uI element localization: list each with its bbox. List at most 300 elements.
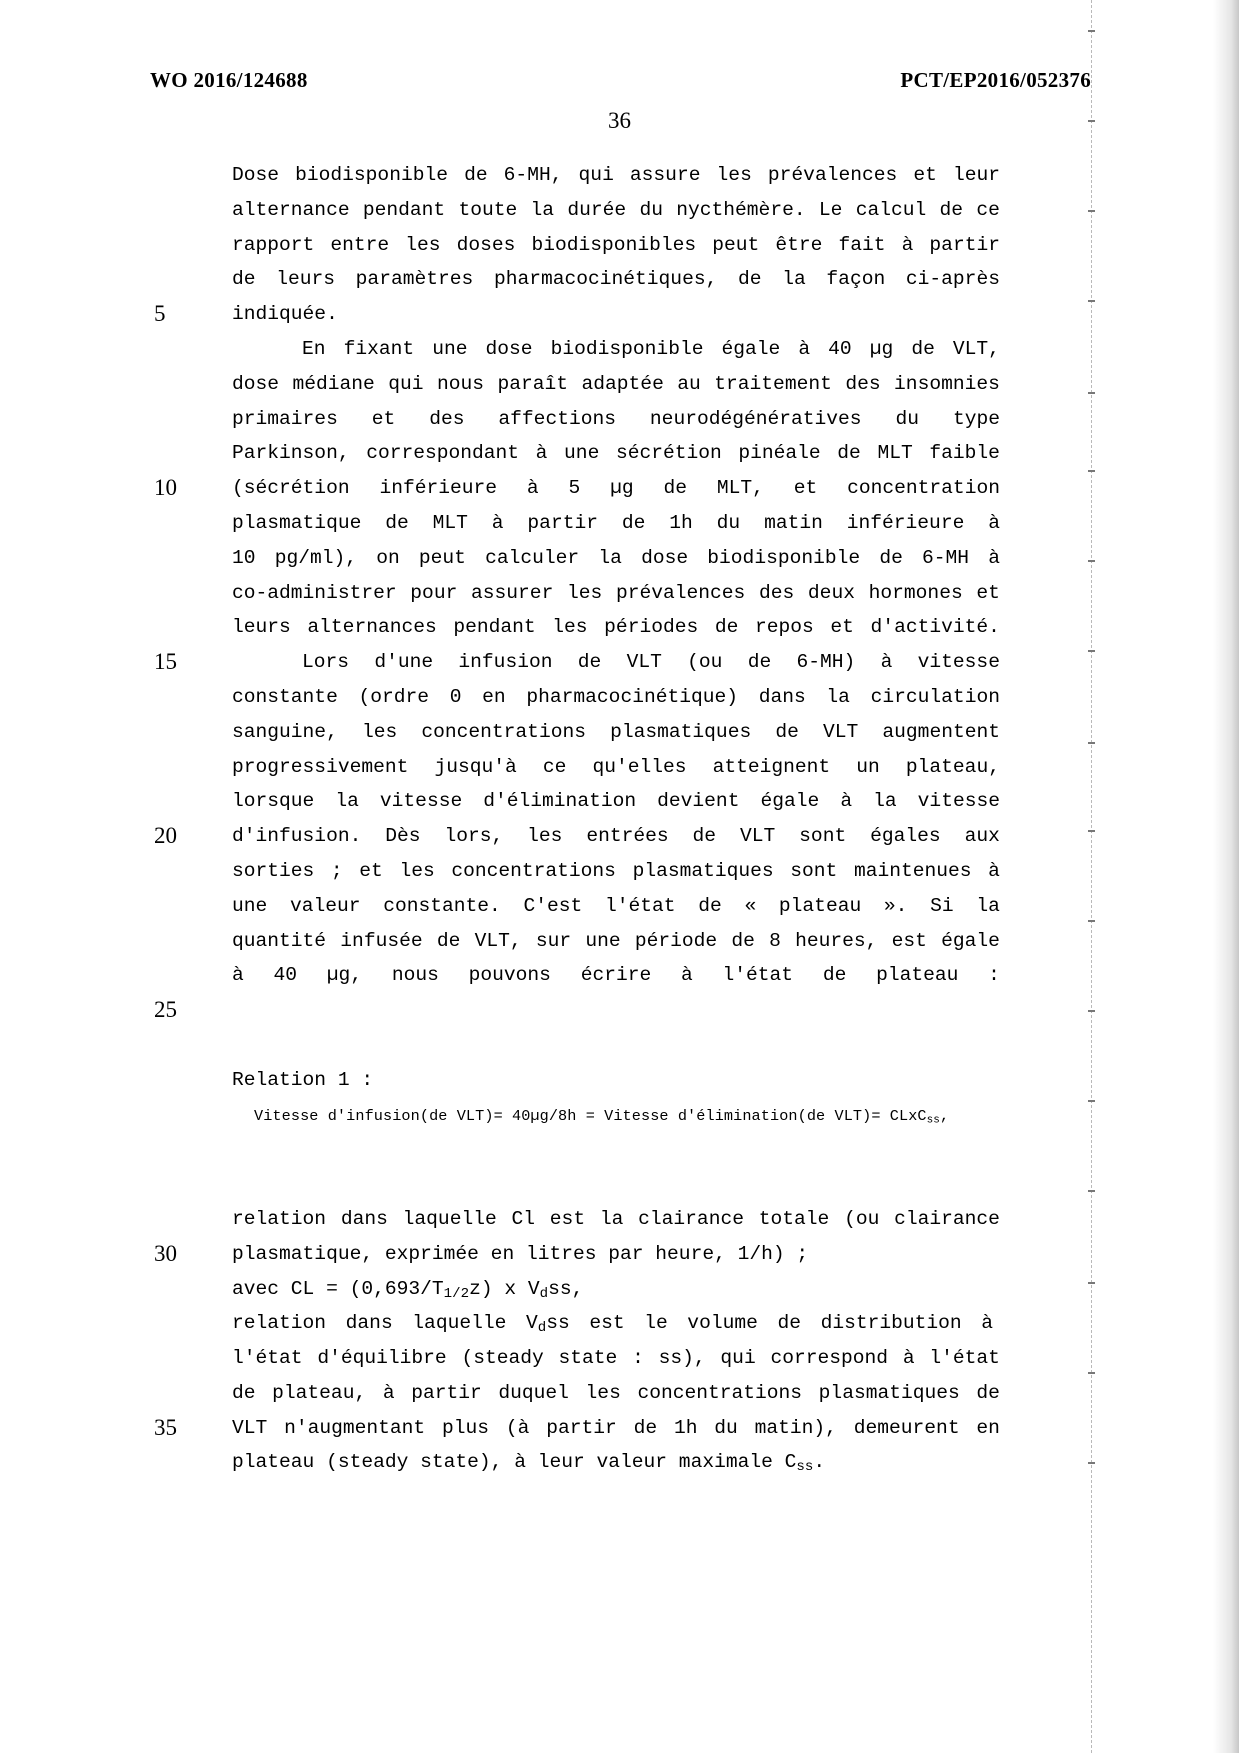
justified-line <box>232 228 1000 263</box>
word: pharmacocinétique) <box>526 685 739 708</box>
word: de <box>911 337 935 360</box>
line-number: 10 <box>154 475 177 501</box>
word: du <box>716 511 741 534</box>
word: la <box>826 685 850 708</box>
word: primaires <box>232 407 338 430</box>
word: laquelle <box>402 1207 497 1230</box>
word: matin <box>764 511 823 534</box>
word: assure <box>629 164 701 186</box>
margin-tick <box>1088 210 1095 212</box>
word: lors, <box>444 825 504 848</box>
word: 1h <box>669 511 693 534</box>
justified-line <box>232 262 1000 297</box>
word: écrire <box>580 964 652 987</box>
word: pour <box>410 581 458 604</box>
word: au <box>677 372 701 395</box>
word: ss), <box>658 1347 706 1370</box>
word: un <box>856 755 880 778</box>
word: partir <box>411 1381 482 1404</box>
word: (ou <box>687 651 723 674</box>
word: devient <box>657 790 740 813</box>
word: qui <box>578 164 614 186</box>
word: du <box>714 1416 738 1439</box>
word: repos <box>755 616 814 639</box>
word: les <box>405 233 441 256</box>
publication-number: WO 2016/124688 <box>150 68 308 92</box>
word: leurs <box>232 616 291 639</box>
word: une <box>432 337 468 360</box>
word: périodes <box>604 616 699 639</box>
word: plateau, <box>905 755 1000 778</box>
word: circulation <box>870 685 1000 708</box>
word: neurodégénératives <box>649 407 862 430</box>
word: dose <box>485 337 533 360</box>
text-line <box>232 436 1000 471</box>
word: concentration <box>847 477 1000 500</box>
word: infusée <box>340 929 423 952</box>
word: l'état <box>232 1347 303 1370</box>
justified-line <box>232 715 1000 750</box>
word: calcul <box>855 198 927 221</box>
word: entre <box>330 233 390 256</box>
word: rapport <box>232 233 315 256</box>
word: de <box>939 198 964 221</box>
word: de <box>464 164 488 186</box>
word: en <box>482 685 506 708</box>
word: : <box>988 964 1000 987</box>
word: et <box>359 859 383 882</box>
justified-line <box>232 645 1000 680</box>
justified-line <box>232 610 1000 645</box>
text-line <box>232 680 1000 715</box>
word: 40 <box>828 337 852 360</box>
margin-tick <box>1088 1282 1095 1284</box>
justified-line <box>232 889 1000 924</box>
justified-line <box>232 958 1000 993</box>
word: µg, <box>326 964 363 987</box>
word: concentrations <box>637 1381 803 1404</box>
word: state <box>558 1347 618 1370</box>
word: à <box>988 511 1000 534</box>
text-line <box>232 193 1000 228</box>
word: 8 <box>769 929 781 952</box>
word: de <box>714 616 739 639</box>
word: Parkinson, <box>232 442 350 465</box>
word: la <box>530 198 555 221</box>
margin-tick <box>1088 560 1095 562</box>
word: inférieure <box>379 477 498 500</box>
word: affections <box>498 407 616 430</box>
word: paramètres <box>355 268 474 291</box>
word: MLT <box>877 442 913 465</box>
word: heures, <box>795 929 878 952</box>
word: plateau, <box>272 1381 367 1404</box>
word: 0 <box>449 685 462 708</box>
text-line <box>232 958 1000 993</box>
page-number: 36 <box>608 108 631 133</box>
word: totale <box>758 1207 830 1230</box>
justified-line <box>232 158 1000 193</box>
word: leur <box>952 164 1000 186</box>
word: les <box>552 616 588 639</box>
text-run: Relation 1 : <box>232 1068 374 1091</box>
word: alternances <box>307 616 437 639</box>
text-line <box>232 576 1000 611</box>
word: la <box>599 1207 624 1230</box>
word: plus <box>442 1416 490 1439</box>
word: sanguine, <box>232 720 338 743</box>
margin-tick <box>1088 1190 1095 1192</box>
word: qu'elles <box>592 755 687 778</box>
text-line <box>232 158 1000 193</box>
word: et <box>793 477 818 500</box>
word: VLT <box>823 720 859 743</box>
word: insomnies <box>894 372 1000 395</box>
word: de <box>837 442 861 465</box>
text-line <box>232 1306 1000 1341</box>
word: traitement <box>714 372 832 395</box>
word: calculer <box>485 546 580 569</box>
word: prévalences <box>615 581 746 604</box>
justified-line <box>232 436 1000 471</box>
word: à <box>535 442 548 465</box>
word: période <box>634 929 718 952</box>
word: des <box>758 581 795 604</box>
word: et <box>976 581 1000 604</box>
word: inférieure <box>846 511 965 534</box>
word: entrées <box>586 825 669 848</box>
word: à <box>491 511 504 534</box>
justified-line <box>232 924 1000 959</box>
word: fait <box>838 233 886 256</box>
word: plateau <box>778 894 862 917</box>
word: toute <box>458 198 518 221</box>
word: plateau <box>876 964 959 987</box>
word: de <box>577 651 602 674</box>
text-line <box>232 541 1000 576</box>
word: à <box>798 337 811 360</box>
word: peut <box>418 546 466 569</box>
word: (à <box>505 1416 530 1439</box>
text-line <box>232 1028 1000 1063</box>
word: les <box>361 720 398 743</box>
word: progressivement <box>232 755 409 778</box>
word: les <box>567 581 603 604</box>
word: atteignent <box>712 755 831 778</box>
word: et <box>913 164 937 186</box>
margin-tick <box>1088 1100 1095 1102</box>
word: la <box>782 268 806 291</box>
margin-tick <box>1088 120 1095 122</box>
word: demeurent <box>853 1416 960 1439</box>
text-line <box>232 228 1000 263</box>
word: adaptée <box>581 372 664 395</box>
word: biodisponible <box>550 337 704 360</box>
word: MLT <box>432 511 468 534</box>
word: µg <box>610 477 634 500</box>
word: de <box>633 1416 658 1439</box>
justified-line <box>232 680 1000 715</box>
word: VLT <box>739 825 776 848</box>
word: médiane <box>292 372 375 395</box>
word: égale <box>721 337 781 360</box>
word: type <box>952 407 1000 430</box>
word: dans <box>758 685 806 708</box>
word: d'équilibre <box>317 1347 447 1370</box>
word: de <box>436 929 461 952</box>
justified-line <box>232 1341 1000 1376</box>
text-line <box>232 1167 1000 1202</box>
word: dose <box>641 546 689 569</box>
margin-tick <box>1088 300 1095 302</box>
word: sont <box>799 825 847 848</box>
word: plasmatiques <box>818 1381 960 1404</box>
word: partir <box>527 511 598 534</box>
word: dose <box>232 372 280 395</box>
word: partir <box>546 1416 617 1439</box>
word: peut <box>712 233 760 256</box>
word: à <box>988 859 1000 882</box>
line-number: 35 <box>154 1414 177 1440</box>
word: VLT <box>626 651 662 674</box>
word: de <box>385 511 409 534</box>
word: 6-MH, <box>503 164 563 186</box>
text-line <box>154 645 1000 680</box>
word: sorties <box>232 859 315 882</box>
margin-tick <box>1088 1010 1095 1012</box>
word: la <box>335 790 359 813</box>
text-line <box>232 784 1000 819</box>
word: à <box>526 477 539 500</box>
justified-line <box>232 471 1000 506</box>
text-line <box>154 1411 1000 1446</box>
text-line <box>232 402 1000 437</box>
word: les <box>527 825 563 848</box>
word: de <box>731 929 755 952</box>
word: clairance <box>638 1207 744 1230</box>
word: pendant <box>362 198 446 221</box>
word: à <box>681 964 693 987</box>
word: les <box>585 1381 621 1404</box>
word: de <box>976 1381 1000 1404</box>
word: constante <box>232 685 338 708</box>
word: de <box>232 268 256 291</box>
justified-line <box>232 402 1000 437</box>
text-line <box>232 1132 1000 1167</box>
margin-tick <box>1088 392 1095 394</box>
word: fixant <box>343 337 415 360</box>
word: égale <box>941 929 1000 952</box>
word: plasmatiques <box>610 720 752 743</box>
line-number: 5 <box>154 301 166 327</box>
word: µg <box>869 337 894 360</box>
text-line <box>232 367 1000 402</box>
word: sécrétion <box>615 442 722 465</box>
word: En <box>302 337 326 360</box>
word: ci-après <box>905 268 1000 291</box>
word: du <box>895 407 920 430</box>
word: des <box>429 407 465 430</box>
word: de <box>621 511 646 534</box>
word: d'élimination <box>483 790 637 813</box>
word: leurs <box>276 268 335 291</box>
text-line <box>232 1272 1000 1307</box>
word: Dès <box>385 825 421 848</box>
word: dans <box>340 1207 388 1230</box>
word: biodisponible <box>295 164 448 186</box>
word: MLT, <box>716 477 764 500</box>
word: vitesse <box>917 651 1000 674</box>
application-number: PCT/EP2016/052376 <box>900 68 1091 92</box>
margin-tick <box>1088 920 1095 922</box>
word: est <box>549 1207 586 1230</box>
formula-run: relation dans laquelle $V_dss$ est le volume de distribution à <box>232 1312 994 1337</box>
word: d'activité. <box>870 616 1000 639</box>
word: à <box>902 1347 915 1370</box>
text-line <box>232 1098 1000 1133</box>
word: des <box>845 372 881 395</box>
word: duquel <box>498 1381 569 1404</box>
word: à <box>988 546 1000 569</box>
word: égale <box>760 790 820 813</box>
word: nous <box>391 964 439 987</box>
word: pouvons <box>468 964 551 987</box>
word: pendant <box>453 616 536 639</box>
text-line <box>232 1202 1000 1237</box>
text-line <box>232 610 1000 645</box>
word: co-administrer <box>232 581 397 604</box>
margin-tick <box>1088 470 1095 472</box>
formula-run: avec CL = $(0,693/T_{1/2}z)$ x $V_dss$, <box>232 1277 584 1302</box>
word: l'état <box>604 894 676 917</box>
word: pinéale <box>738 442 821 465</box>
word: lorsque <box>232 790 315 813</box>
word: de <box>879 546 903 569</box>
word: une <box>564 442 600 465</box>
text-line <box>232 332 1000 367</box>
word: aux <box>964 825 1000 848</box>
margin-tick <box>1088 30 1095 32</box>
justified-line <box>232 193 1000 228</box>
word: à <box>901 233 914 256</box>
word: doses <box>456 233 516 256</box>
word: de <box>775 720 799 743</box>
justified-line <box>232 854 1000 889</box>
word: ». <box>883 894 908 917</box>
word: infusion <box>458 651 553 674</box>
word: de <box>232 1381 256 1404</box>
word: à <box>840 790 853 813</box>
justified-line <box>232 332 1000 367</box>
text-line <box>154 1237 1000 1272</box>
word: d'infusion. <box>232 825 362 848</box>
word: concentrations <box>451 859 616 882</box>
word: plasmatique <box>232 511 362 534</box>
word: Cl <box>511 1207 536 1230</box>
word: n'augmentant <box>284 1416 426 1439</box>
word: augmentent <box>882 720 1000 743</box>
text-line <box>232 1063 1000 1098</box>
word: les <box>716 164 752 186</box>
line-number: 25 <box>154 997 177 1023</box>
word: biodisponibles <box>531 233 697 256</box>
word: 6-MH <box>922 546 970 569</box>
line-number: 20 <box>154 823 177 849</box>
word: assurer <box>471 581 554 604</box>
word: Le <box>818 198 843 221</box>
formula-run: plateau (steady state), à leur valeur maximale $C_{ss}$. <box>232 1451 826 1476</box>
text-line <box>232 1445 1000 1480</box>
word: la <box>598 546 622 569</box>
justified-line <box>232 1202 1000 1237</box>
word: clairance <box>894 1207 1000 1230</box>
word: est <box>891 929 927 952</box>
word: ce <box>976 198 1000 221</box>
text-line <box>232 750 1000 785</box>
justified-line <box>232 784 1000 819</box>
text-line <box>154 993 1000 1028</box>
word: du <box>639 198 663 221</box>
word: ; <box>330 859 343 882</box>
word: une <box>232 894 268 917</box>
line-number: 15 <box>154 649 177 675</box>
text-line <box>154 297 1000 332</box>
word: alternance <box>232 198 350 221</box>
word: plasmatiques <box>632 859 774 882</box>
word: Dose <box>232 164 280 186</box>
text-line <box>232 715 1000 750</box>
word: 40 <box>273 964 298 987</box>
word: de <box>822 964 847 987</box>
word: constante. <box>383 894 501 917</box>
word: 10 <box>232 546 256 569</box>
word: vitesse <box>379 790 463 813</box>
word: valeur <box>289 894 361 917</box>
text-line <box>232 506 1000 541</box>
word: et <box>371 407 396 430</box>
text-line <box>154 471 1000 506</box>
word: vitesse <box>917 790 1000 813</box>
justified-line <box>232 367 1000 402</box>
margin-tick <box>1088 650 1095 652</box>
word: de <box>738 268 762 291</box>
word: (sécrétion <box>232 477 350 500</box>
word: (steady <box>461 1347 544 1370</box>
word: la <box>976 894 1000 917</box>
justified-line <box>232 506 1000 541</box>
text-run: indiquée. <box>232 303 338 326</box>
line-number: 30 <box>154 1240 177 1266</box>
word: on <box>376 546 400 569</box>
word: et <box>830 616 854 639</box>
word: deux <box>807 581 855 604</box>
word: 6-MH) <box>796 651 856 674</box>
text-line <box>232 1341 1000 1376</box>
word: prévalences <box>767 164 898 186</box>
word: de <box>747 651 772 674</box>
word: égales <box>870 825 941 848</box>
word: biodisponible <box>707 546 861 569</box>
word: qui <box>388 372 424 395</box>
word: matin), <box>754 1416 837 1439</box>
word: correspond <box>770 1347 889 1370</box>
text-line <box>232 854 1000 889</box>
word: d'une <box>374 651 434 674</box>
word: qui <box>720 1347 756 1370</box>
margin-tick <box>1088 742 1095 744</box>
justified-line <box>232 750 1000 785</box>
word: VLT <box>232 1416 268 1439</box>
